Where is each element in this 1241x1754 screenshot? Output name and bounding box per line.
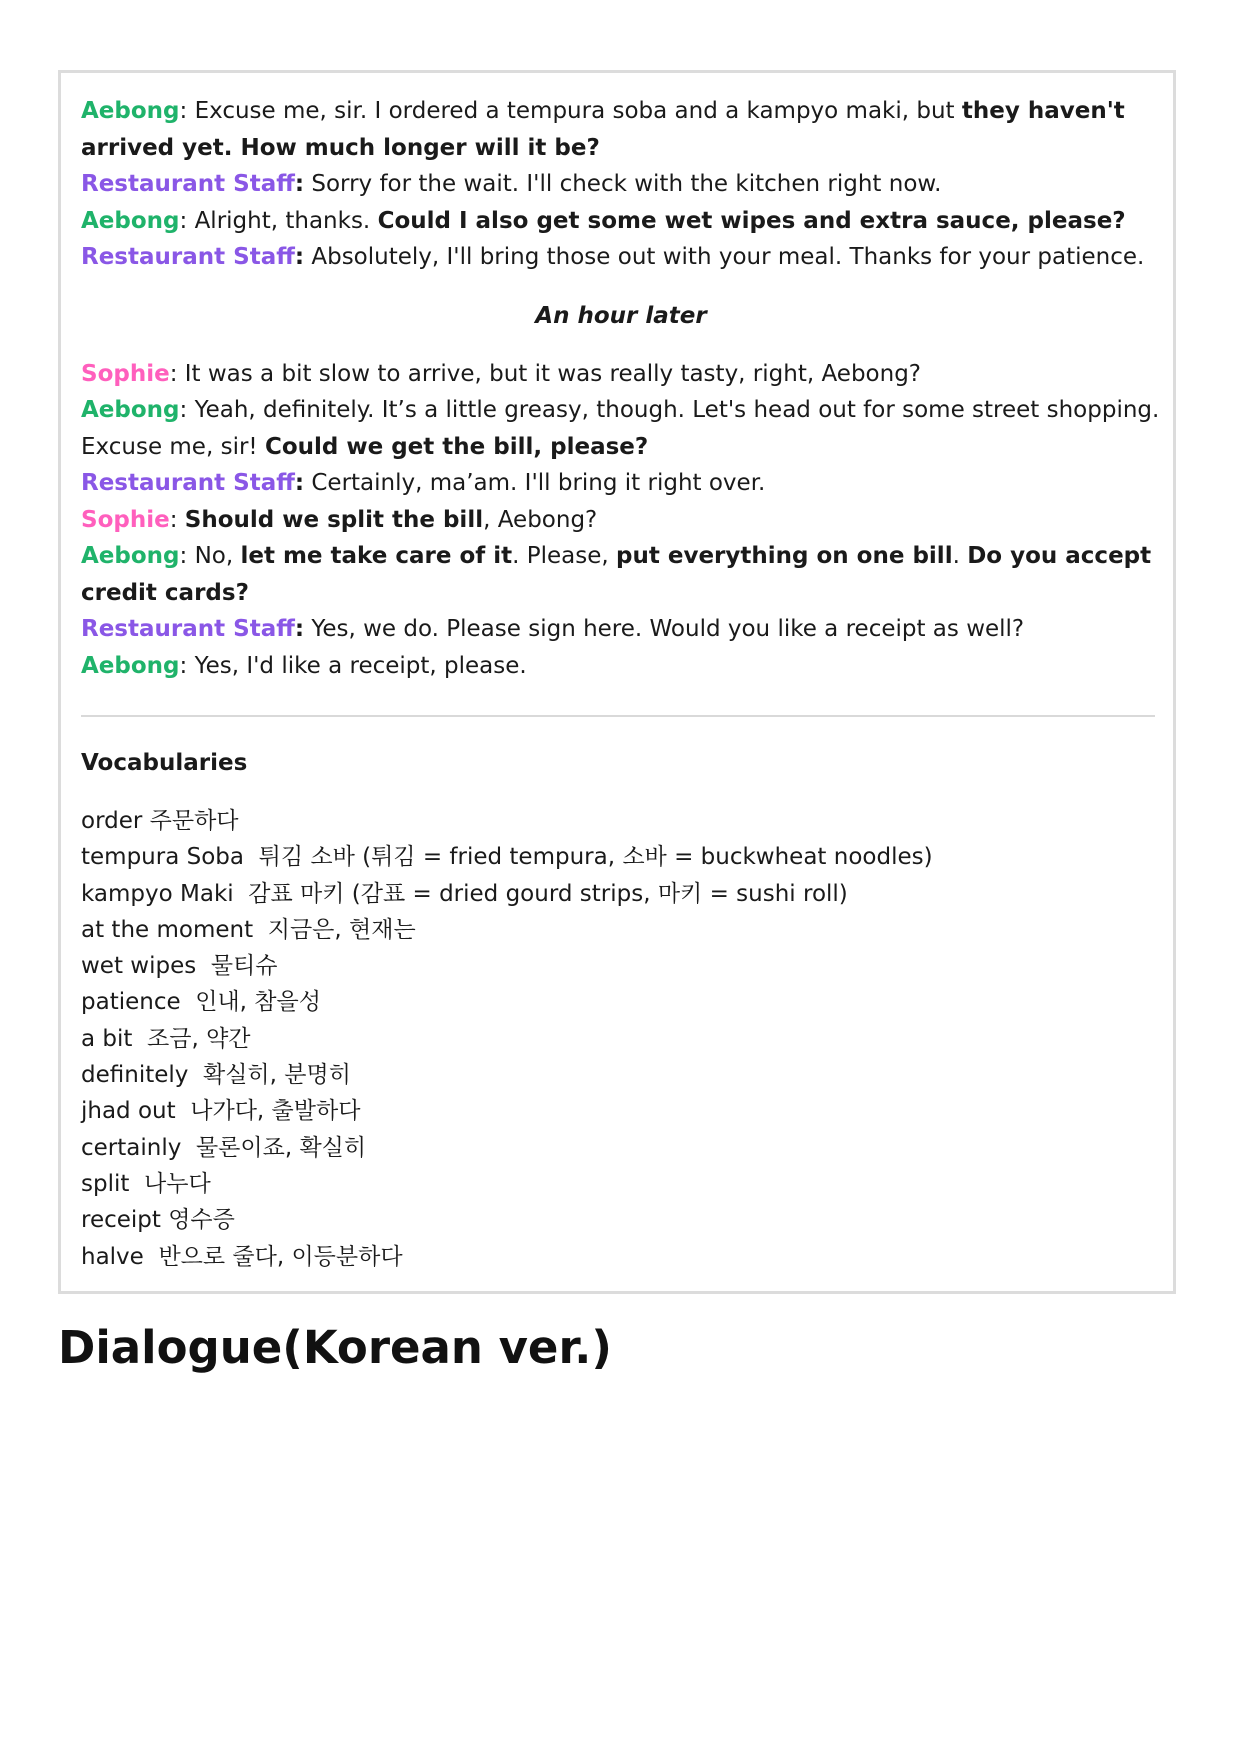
speaker-name: Restaurant Staff <box>81 616 295 642</box>
vocabulary-item: patience 인내, 참을성 <box>81 989 321 1016</box>
vocabulary-item: jhad out 나가다, 출발하다 <box>81 1098 361 1125</box>
vocabulary-item: certainly 물론이죠, 확실히 <box>81 1134 367 1161</box>
vocabulary-item: wet wipes 물티슈 <box>81 953 278 980</box>
vocabulary-item: tempura Soba 튀김 소바 (튀김 = fried tempura, 소바 = buckwheat noodles) <box>81 844 933 871</box>
dialogue-line <box>81 166 1161 203</box>
dialogue-key-phrase: Could I also get some wet wipes and extra sauce, please? <box>377 207 1126 234</box>
dialogue-key-phrase: put everything on one bill <box>616 543 953 569</box>
speaker-name: Restaurant Staff <box>81 244 295 270</box>
vocabulary-item: definitely 확실히, 분명히 <box>81 1062 351 1089</box>
vocabulary-item: halve 반으로 줄다, 이등분하다 <box>81 1243 403 1270</box>
dialogue-part-2 <box>81 356 1161 685</box>
dialogue-text: Sorry for the wait. I'll check with the kitchen right now. <box>304 171 942 197</box>
dialogue-text: . <box>952 543 968 569</box>
dialogue-line <box>81 502 1161 539</box>
dialogue-text: Yes, we do. Please sign here. Would you like a receipt as well? <box>304 616 1025 642</box>
dialogue-text: : No, <box>179 543 241 569</box>
dialogue-line <box>81 239 1161 276</box>
dialogue-line <box>81 538 1161 611</box>
dialogue-key-phrase: Do you accept credit cards? <box>81 543 1152 606</box>
dialogue-key-phrase: Could we get the bill, please? <box>264 433 649 460</box>
vocabulary-item: split 나누다 <box>81 1170 211 1197</box>
dialogue-text: , Aebong? <box>483 506 598 533</box>
dialogue-text: : Yes, I'd like a receipt, please. <box>179 652 527 679</box>
dialogue-text: Certainly, ma’am. I'll bring it right over. <box>304 470 766 496</box>
dialogue-key-phrase: Should we split the bill <box>184 506 484 533</box>
speaker-name: Aebong <box>81 652 180 679</box>
dialogue-line <box>81 648 1161 685</box>
dialogue-text: : Alright, thanks. <box>179 207 378 234</box>
dialogue-key-phrase: : <box>294 470 305 496</box>
dialogue-key-phrase: : <box>294 616 305 642</box>
dialogue-section <box>81 93 1161 684</box>
dialogue-part-1 <box>81 93 1161 276</box>
speaker-name: Sophie <box>81 506 170 533</box>
section-title: Dialogue(Korean ver.) <box>58 1321 612 1374</box>
dialogue-line <box>81 611 1161 648</box>
dialogue-text: : <box>169 506 185 533</box>
time-marker: An hour later <box>535 302 707 329</box>
dialogue-line <box>81 392 1161 465</box>
dialogue-line <box>81 203 1161 240</box>
dialogue-text: : It was a bit slow to arrive, but it was really tasty, right, Aebong? <box>169 360 921 387</box>
dialogue-key-phrase: : <box>294 244 305 270</box>
vocabulary-heading: Vocabularies <box>81 750 248 776</box>
speaker-name: Aebong <box>81 98 180 124</box>
speaker-name: Aebong <box>81 207 180 234</box>
speaker-name: Restaurant Staff <box>81 470 295 496</box>
dialogue-text: : Excuse me, sir. I ordered a tempura soba and a kampyo maki, but <box>179 98 962 124</box>
dialogue-key-phrase: : <box>294 171 305 197</box>
speaker-name: Sophie <box>81 360 170 387</box>
speaker-name: Aebong <box>81 543 180 569</box>
dialogue-text: Absolutely, I'll bring those out with your meal. Thanks for your patience. <box>304 244 1145 270</box>
vocabulary-item: a bit 조금, 약간 <box>81 1025 251 1052</box>
vocabulary-item: order 주문하다 <box>81 808 239 834</box>
vocabulary-list <box>81 803 1151 1275</box>
dialogue-card <box>58 70 1176 1294</box>
dialogue-line <box>81 93 1161 166</box>
dialogue-line <box>81 465 1161 502</box>
vocabulary-item: kampyo Maki 감표 마키 (감표 = dried gourd strips, 마키 = sushi roll) <box>81 880 848 907</box>
vocabulary-item: receipt 영수증 <box>81 1207 235 1234</box>
dialogue-line <box>81 356 1161 393</box>
speaker-name: Restaurant Staff <box>81 171 295 197</box>
vocabulary-item: at the moment 지금은, 현재는 <box>81 916 416 943</box>
dialogue-key-phrase: let me take care of it <box>240 543 513 569</box>
speaker-name: Aebong <box>81 397 180 423</box>
dialogue-key-phrase: they haven't arrived yet. How much longer will it be? <box>81 98 1125 161</box>
section-divider <box>81 715 1155 717</box>
dialogue-text: : Yeah, definitely. It’s a little greasy, though. Let's head out for some street shopping. Excuse me, sir! <box>81 397 1160 460</box>
dialogue-text: . Please, <box>512 543 617 569</box>
